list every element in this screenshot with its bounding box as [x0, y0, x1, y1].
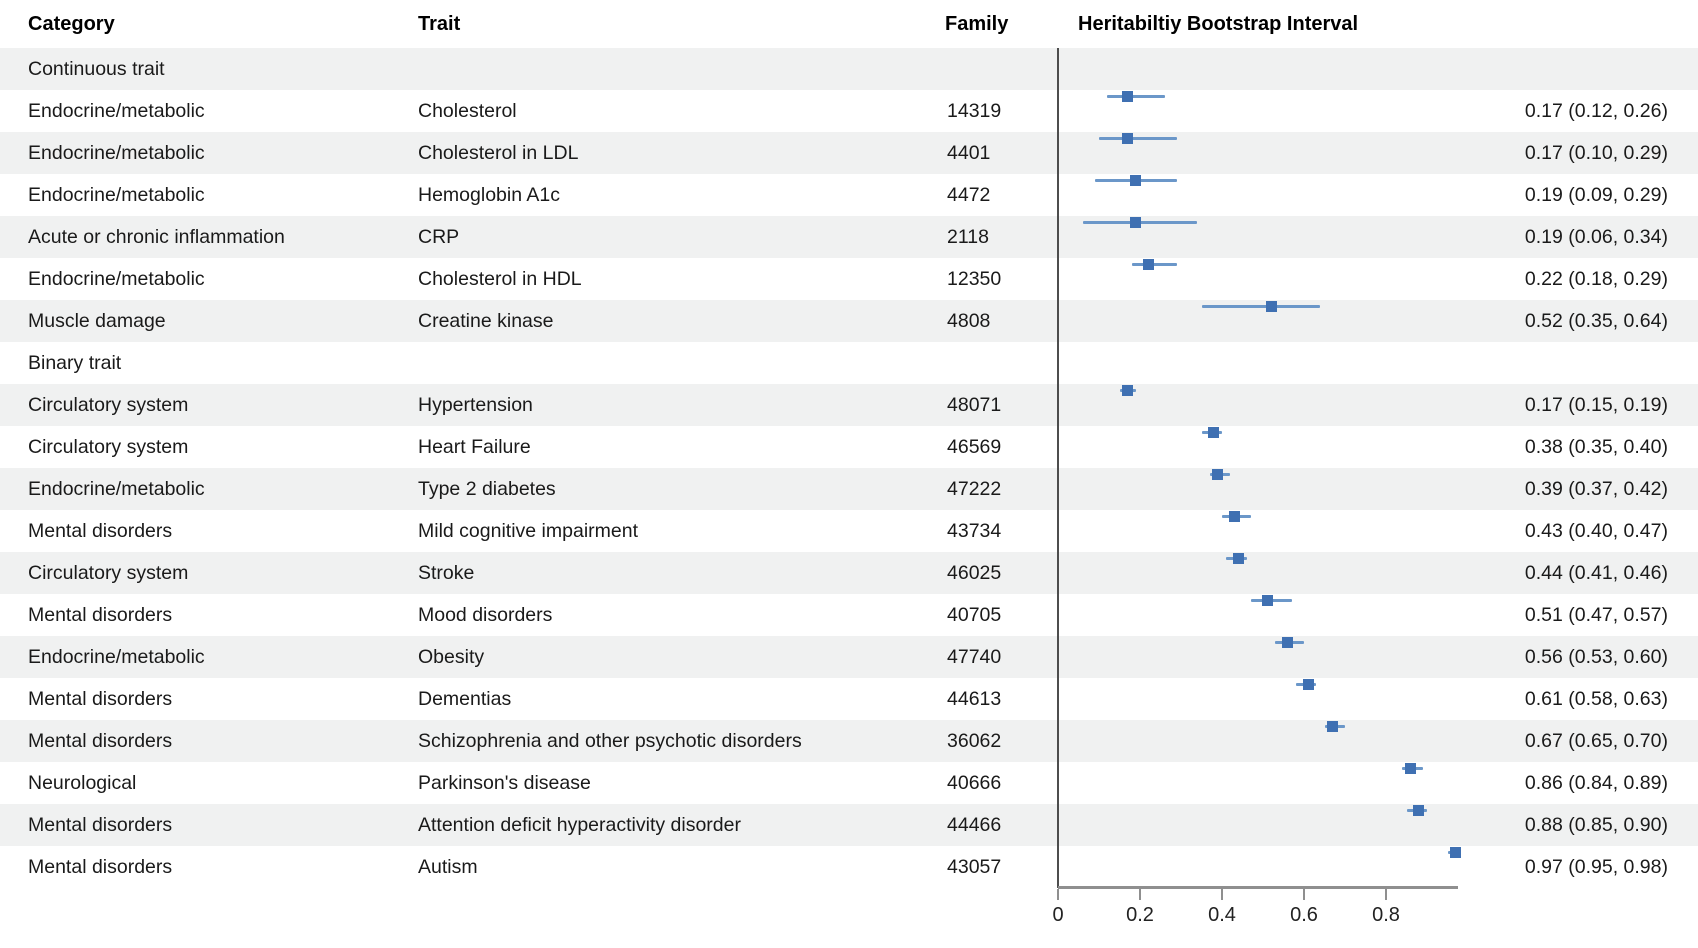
category-cell: Endocrine/metabolic [28, 478, 205, 500]
estimate-marker [1413, 805, 1424, 816]
table-row [0, 846, 1698, 888]
table-row [0, 216, 1698, 258]
section-row [0, 342, 1698, 384]
estimate-marker [1450, 847, 1461, 858]
trait-cell: Cholesterol in HDL [418, 268, 582, 290]
category-cell: Endocrine/metabolic [28, 646, 205, 668]
family-cell: 46025 [947, 562, 1002, 584]
estimate-marker [1122, 91, 1133, 102]
estimate-marker [1208, 427, 1219, 438]
estimate-marker [1405, 763, 1416, 774]
interval-label: 0.86 (0.84, 0.89) [1524, 772, 1668, 794]
interval-label: 0.19 (0.06, 0.34) [1524, 226, 1668, 248]
trait-cell: Hypertension [418, 394, 533, 416]
family-cell: 47222 [947, 478, 1002, 500]
trait-cell: Dementias [418, 688, 512, 710]
family-cell: 46569 [947, 436, 1002, 458]
x-axis [1058, 886, 1458, 889]
x-tick-label: 0.8 [1372, 904, 1400, 926]
category-cell: Mental disorders [28, 814, 173, 836]
x-tick-label: 0.6 [1290, 904, 1318, 926]
estimate-marker [1130, 217, 1141, 228]
category-cell: Mental disorders [28, 856, 173, 878]
table-row [0, 258, 1698, 300]
trait-cell: Creatine kinase [418, 310, 554, 332]
interval-label: 0.39 (0.37, 0.42) [1524, 478, 1668, 500]
trait-cell: Attention deficit hyperactivity disorder [418, 814, 741, 836]
category-cell: Endocrine/metabolic [28, 142, 205, 164]
interval-label: 0.52 (0.35, 0.64) [1524, 310, 1668, 332]
interval-label: 0.38 (0.35, 0.40) [1524, 436, 1668, 458]
x-tick [1139, 889, 1141, 900]
family-cell: 14319 [947, 100, 1002, 122]
table-row [0, 804, 1698, 846]
estimate-marker [1233, 553, 1244, 564]
ci-line [1132, 263, 1177, 266]
table-body [0, 48, 1698, 888]
estimate-marker [1266, 301, 1277, 312]
section-label: Binary trait [28, 352, 122, 374]
family-cell: 4472 [947, 184, 991, 206]
family-cell: 40705 [947, 604, 1002, 626]
interval-label: 0.51 (0.47, 0.57) [1524, 604, 1668, 626]
section-row [0, 48, 1698, 90]
interval-label: 0.67 (0.65, 0.70) [1524, 730, 1668, 752]
family-cell: 43734 [947, 520, 1002, 542]
trait-cell: Heart Failure [418, 436, 531, 458]
table-row [0, 468, 1698, 510]
trait-cell: Mild cognitive impairment [418, 520, 638, 542]
table-row [0, 552, 1698, 594]
x-tick-label: 0.4 [1208, 904, 1236, 926]
trait-cell: Schizophrenia and other psychotic disorders [418, 730, 802, 752]
column-header-interval: Heritabiltiy Bootstrap Interval [1078, 13, 1359, 35]
category-cell: Endocrine/metabolic [28, 100, 205, 122]
category-cell: Neurological [28, 772, 137, 794]
family-cell: 4401 [947, 142, 991, 164]
interval-label: 0.88 (0.85, 0.90) [1524, 814, 1668, 836]
table-row [0, 636, 1698, 678]
interval-label: 0.44 (0.41, 0.46) [1524, 562, 1668, 584]
category-cell: Endocrine/metabolic [28, 268, 205, 290]
trait-cell: Cholesterol [418, 100, 517, 122]
trait-cell: Parkinson's disease [418, 772, 591, 794]
table-row [0, 594, 1698, 636]
section-label: Continuous trait [28, 58, 165, 80]
family-cell: 4808 [947, 310, 991, 332]
estimate-marker [1122, 133, 1133, 144]
ci-line [1099, 137, 1177, 140]
family-cell: 47740 [947, 646, 1002, 668]
interval-label: 0.97 (0.95, 0.98) [1524, 856, 1668, 878]
category-cell: Circulatory system [28, 394, 189, 416]
estimate-marker [1327, 721, 1338, 732]
table-row [0, 510, 1698, 552]
trait-cell: Mood disorders [418, 604, 553, 626]
column-header-category: Category [28, 13, 115, 35]
ci-line [1107, 95, 1164, 98]
interval-label: 0.61 (0.58, 0.63) [1524, 688, 1668, 710]
x-tick [1385, 889, 1387, 900]
estimate-marker [1262, 595, 1273, 606]
estimate-marker [1282, 637, 1293, 648]
ci-line [1202, 305, 1321, 308]
family-cell: 48071 [947, 394, 1002, 416]
interval-label: 0.17 (0.15, 0.19) [1524, 394, 1668, 416]
family-cell: 44466 [947, 814, 1002, 836]
table-row [0, 90, 1698, 132]
interval-label: 0.56 (0.53, 0.60) [1524, 646, 1668, 668]
family-cell: 36062 [947, 730, 1002, 752]
trait-cell: CRP [418, 226, 460, 248]
interval-label: 0.19 (0.09, 0.29) [1524, 184, 1668, 206]
x-tick-label: 0 [1052, 904, 1064, 926]
trait-cell: Hemoglobin A1c [418, 184, 561, 206]
trait-cell: Stroke [418, 562, 475, 584]
family-cell: 43057 [947, 856, 1002, 878]
interval-label: 0.43 (0.40, 0.47) [1524, 520, 1668, 542]
trait-cell: Obesity [418, 646, 485, 668]
table-row [0, 300, 1698, 342]
table-row [0, 426, 1698, 468]
table-row [0, 720, 1698, 762]
trait-cell: Autism [418, 856, 478, 878]
x-tick [1221, 889, 1223, 900]
table-row [0, 384, 1698, 426]
category-cell: Mental disorders [28, 688, 173, 710]
interval-label: 0.22 (0.18, 0.29) [1524, 268, 1668, 290]
category-cell: Mental disorders [28, 730, 173, 752]
category-cell: Endocrine/metabolic [28, 184, 205, 206]
category-cell: Muscle damage [28, 310, 166, 332]
table-row [0, 174, 1698, 216]
x-tick-label: 0.2 [1126, 904, 1154, 926]
estimate-marker [1130, 175, 1141, 186]
estimate-marker [1229, 511, 1240, 522]
estimate-marker [1303, 679, 1314, 690]
family-cell: 40666 [947, 772, 1002, 794]
category-cell: Circulatory system [28, 562, 189, 584]
zero-axis-line [1057, 48, 1059, 888]
trait-cell: Type 2 diabetes [418, 478, 556, 500]
x-tick [1057, 889, 1059, 900]
category-cell: Mental disorders [28, 604, 173, 626]
column-header-trait: Trait [418, 13, 461, 35]
table-row [0, 762, 1698, 804]
interval-label: 0.17 (0.10, 0.29) [1524, 142, 1668, 164]
family-cell: 44613 [947, 688, 1002, 710]
interval-label: 0.17 (0.12, 0.26) [1524, 100, 1668, 122]
estimate-marker [1143, 259, 1154, 270]
category-cell: Circulatory system [28, 436, 189, 458]
family-cell: 12350 [947, 268, 1002, 290]
table-row [0, 132, 1698, 174]
family-cell: 2118 [947, 226, 989, 248]
column-header-family: Family [945, 13, 1009, 35]
category-cell: Acute or chronic inflammation [28, 226, 285, 248]
trait-cell: Cholesterol in LDL [418, 142, 579, 164]
estimate-marker [1122, 385, 1133, 396]
category-cell: Mental disorders [28, 520, 173, 542]
x-tick [1303, 889, 1305, 900]
table-row [0, 678, 1698, 720]
estimate-marker [1212, 469, 1223, 480]
